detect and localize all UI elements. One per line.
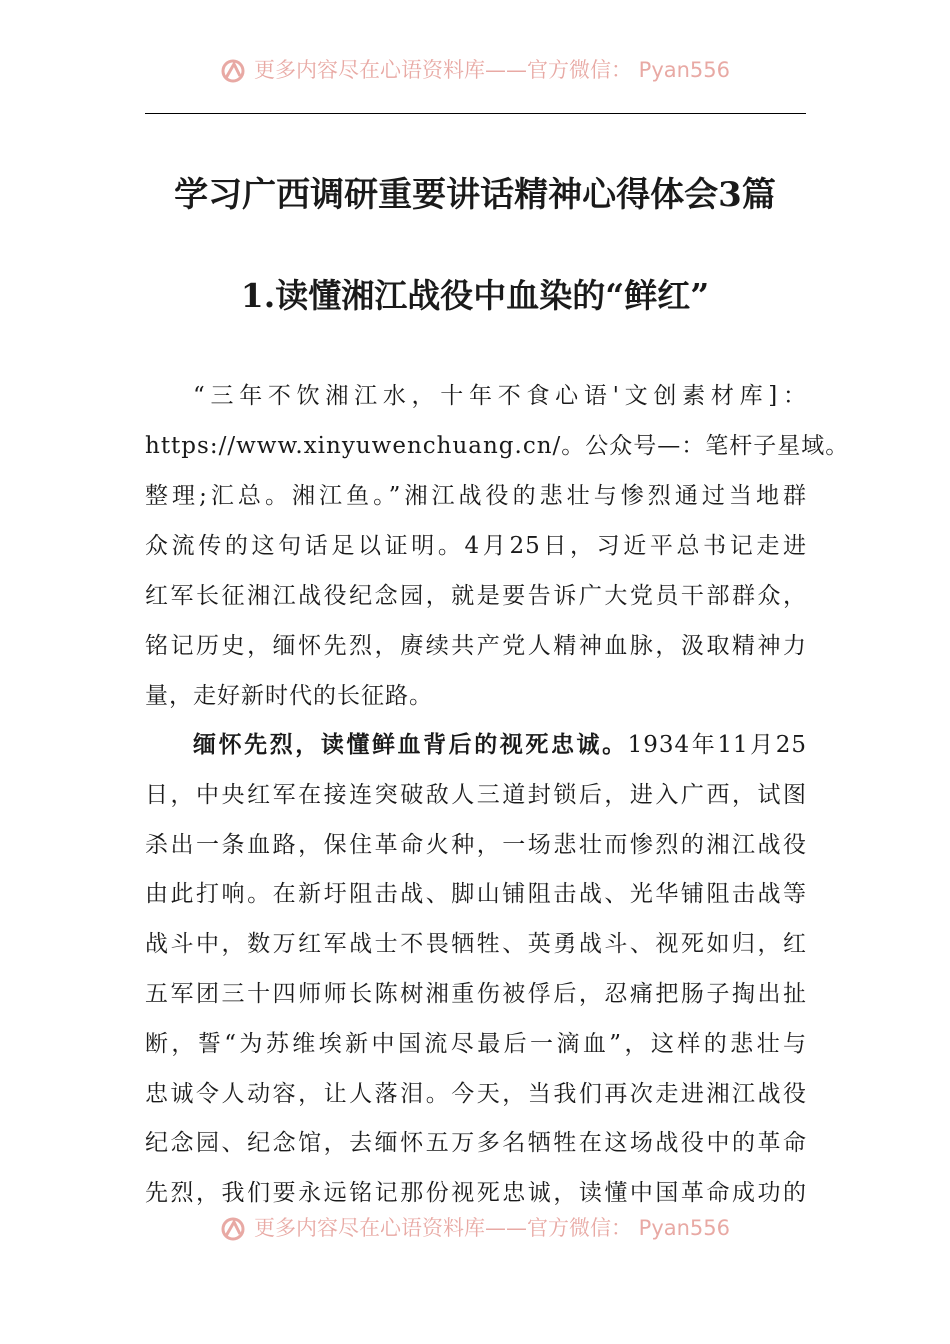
- section-heading: 1.读懂湘江战役中血染的“鲜红”: [240, 276, 710, 315]
- body-line: 日，中央红军在接连突破敌人三道封锁后，进入广西，试图: [145, 782, 807, 808]
- body-line: “三年不饮湘江水，十年不食心语'文创素材库]：: [193, 383, 807, 409]
- body-line: [145, 720, 807, 770]
- body-line: 纪念园、纪念馆，去缅怀五万多名牺牲在这场战役中的革命: [145, 1130, 807, 1156]
- body-line: https://www.xinyuwenchuang.cn/。公众号—：笔杆子星域。: [145, 433, 850, 459]
- header-rule: [145, 113, 806, 114]
- body-line: 先烈，我们要永远铭记那份视死忠诚，读懂中国革命成功的: [145, 1180, 807, 1206]
- logo-icon: [220, 1216, 246, 1242]
- watermark-bottom: [0, 1208, 950, 1248]
- body-line: 战斗中，数万红军战士不畏牺牲、英勇战斗、视死如归，红: [145, 931, 807, 957]
- body-line: 忠诚令人动容，让人落泪。今天，当我们再次走进湘江战役: [145, 1081, 807, 1107]
- paragraph-lead-rest: 1934年11月25: [627, 732, 807, 758]
- body-line: 铭记历史，缅怀先烈，赓续共产党人精神血脉，汲取精神力: [145, 633, 807, 659]
- body-line: 断，誓“为苏维埃新中国流尽最后一滴血”，这样的悲壮与: [145, 1031, 807, 1057]
- watermark-text: 更多内容尽在心语资料库——官方微信： Pyan556: [253, 58, 731, 82]
- body-line: 由此打响。在新圩阻击战、脚山铺阻击战、光华铺阻击战等: [145, 881, 807, 907]
- logo-icon: [220, 58, 246, 84]
- body-line: 杀出一条血路，保住革命火种，一场悲壮而惨烈的湘江战役: [145, 832, 807, 858]
- page-title: 学习广西调研重要讲话精神心得体会3篇: [174, 175, 776, 215]
- body-line: 众流传的这句话足以证明。4月25日，习近平总书记走进: [145, 533, 807, 559]
- watermark-text: 更多内容尽在心语资料库——官方微信： Pyan556: [253, 1216, 731, 1240]
- paragraph-lead: 缅怀先烈，读懂鲜血背后的视死忠诚。: [193, 731, 628, 758]
- body-line: 整理;汇总。湘江鱼。”湘江战役的悲壮与惨烈通过当地群: [145, 483, 807, 509]
- body-line: 红军长征湘江战役纪念园，就是要告诉广大党员干部群众，: [145, 583, 807, 609]
- body-line: 量，走好新时代的长征路。: [145, 683, 433, 709]
- body-line: 五军团三十四师师长陈树湘重伤被俘后，忍痛把肠子掏出扯: [145, 981, 807, 1007]
- watermark-top: [0, 50, 950, 90]
